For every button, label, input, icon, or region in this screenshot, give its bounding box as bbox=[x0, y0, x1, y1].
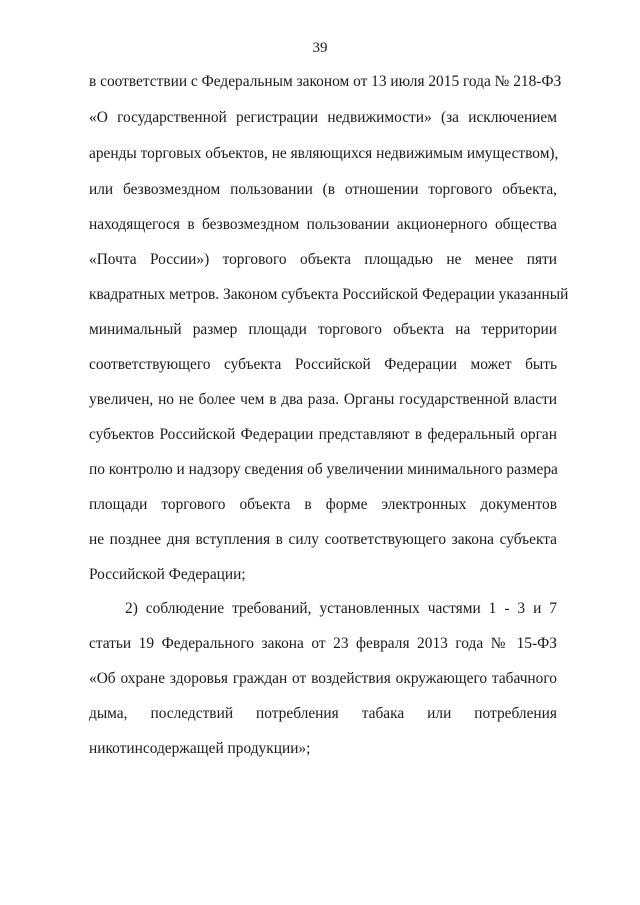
paragraph-line: 2) соблюдение требований, установленных частями 1 - 3 и 7 bbox=[125, 600, 557, 617]
paragraph-line: по контролю и надзору сведения об увеличении минимального размера bbox=[89, 461, 558, 478]
paragraph-line: «О государственной регистрации недвижимости» (за исключением bbox=[89, 109, 557, 126]
paragraph-line: субъектов Российской Федерации представляют в федеральный орган bbox=[89, 426, 557, 443]
paragraph-line: в соответствии с Федеральным законом от 13 июля 2015 года № 218-ФЗ bbox=[89, 73, 562, 90]
paragraph-line: дыма, последствий потребления табака или потребления bbox=[89, 705, 557, 722]
paragraph-line: никотинсодержащей продукции»; bbox=[89, 740, 311, 757]
paragraph-line: минимальный размер площади торгового объекта на территории bbox=[89, 321, 557, 338]
paragraph-line: «Об охране здоровья граждан от воздействия окружающего табачного bbox=[89, 670, 557, 687]
paragraph-line: площади торгового объекта в форме электронных документов bbox=[89, 496, 557, 513]
paragraph-line: соответствующего субъекта Российской Федерации может быть bbox=[89, 356, 557, 373]
paragraph-line: квадратных метров. Законом субъекта Российской Федерации указанный bbox=[89, 286, 569, 303]
paragraph-line: аренды торговых объектов, не являющихся недвижимым имуществом), bbox=[89, 145, 559, 162]
paragraph-line: «Почта России») торгового объекта площадью не менее пяти bbox=[89, 251, 557, 268]
paragraph-line: статьи 19 Федерального закона от 23 февраля 2013 года № 15-ФЗ bbox=[89, 635, 557, 652]
paragraph-line: или безвозмездном пользовании (в отношении торгового объекта, bbox=[89, 181, 557, 198]
paragraph-line: Российской Федерации; bbox=[89, 566, 246, 583]
paragraph-line: находящегося в безвозмездном пользовании акционерного общества bbox=[89, 216, 557, 233]
page-number: 39 bbox=[312, 40, 328, 56]
paragraph-line: увеличен, но не более чем в два раза. Органы государственной власти bbox=[89, 391, 557, 408]
paragraph-line: не позднее дня вступления в силу соответствующего закона субъекта bbox=[89, 531, 557, 548]
